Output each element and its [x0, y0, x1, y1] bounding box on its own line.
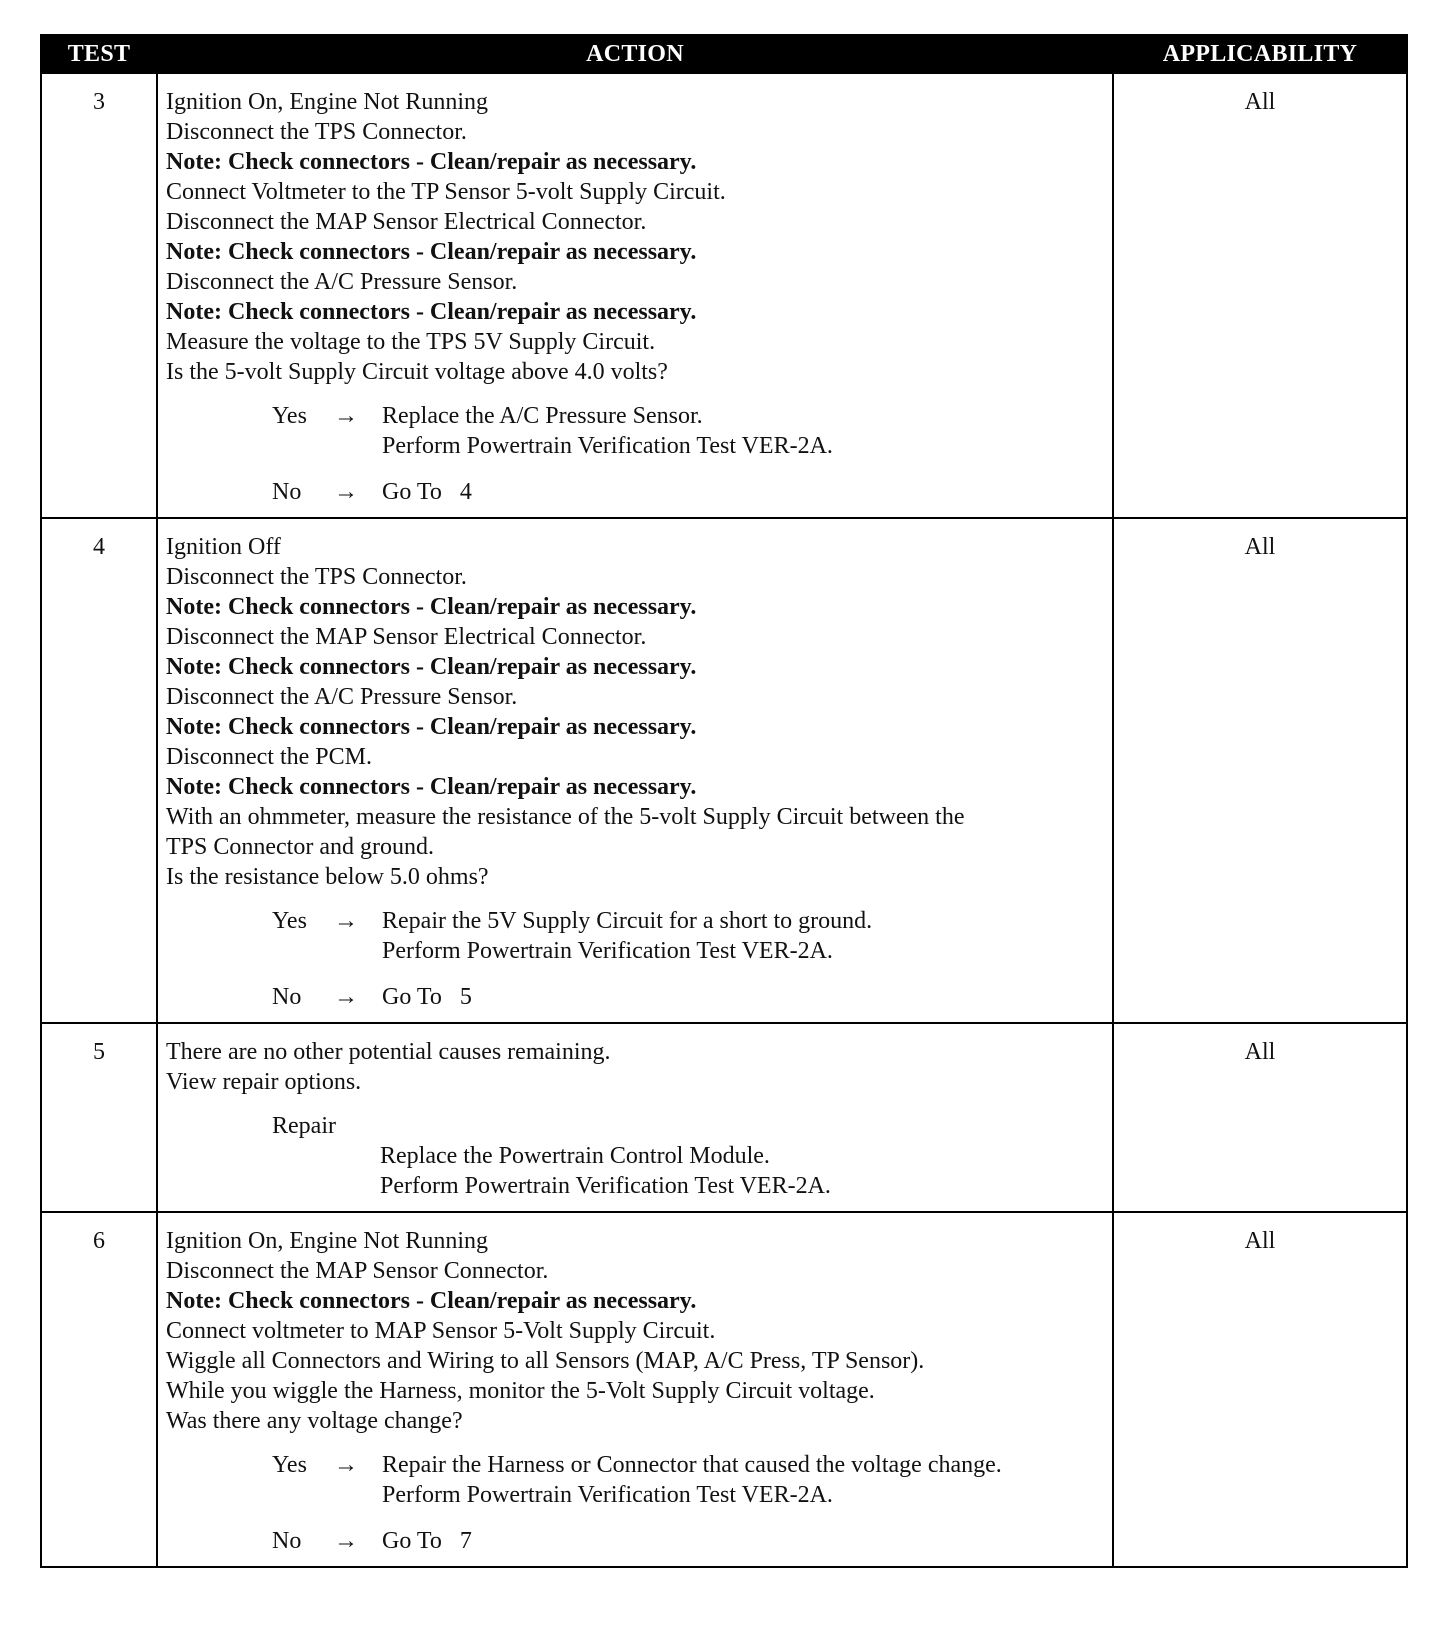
action-cell	[157, 73, 1113, 518]
note-line: Note: Check connectors - Clean/repair as necessary.	[166, 594, 697, 620]
repair-line: Perform Powertrain Verification Test VER-2A.	[380, 1173, 831, 1199]
repair-options	[272, 1111, 1112, 1201]
test-number: 4	[41, 518, 157, 1023]
applicability-cell: All	[1113, 73, 1407, 518]
answer-branches	[166, 1450, 1112, 1556]
goto-link[interactable]: Go To 4	[382, 479, 472, 505]
action-cell	[157, 518, 1113, 1023]
question-line: Is the resistance below 5.0 ohms?	[166, 864, 489, 890]
step-line: Connect voltmeter to MAP Sensor 5-Volt Supply Circuit.	[166, 1318, 716, 1344]
yes-label: Yes	[272, 1452, 307, 1478]
step-line: Disconnect the MAP Sensor Connector.	[166, 1258, 549, 1284]
note-line: Note: Check connectors - Clean/repair as necessary.	[166, 149, 697, 175]
header-action: ACTION	[157, 35, 1113, 73]
step-line: View repair options.	[166, 1069, 362, 1095]
table-row	[41, 73, 1407, 518]
applicability-cell: All	[1113, 1212, 1407, 1567]
no-label: No	[272, 479, 302, 505]
table-row	[41, 1023, 1407, 1212]
no-branch	[272, 477, 1112, 507]
question-line: Was there any voltage change?	[166, 1408, 463, 1434]
yes-branch	[272, 1450, 1112, 1510]
yes-action-line: Perform Powertrain Verification Test VER-2A.	[382, 433, 833, 459]
yes-action-line: Perform Powertrain Verification Test VER-2A.	[382, 938, 833, 964]
applicability-cell: All	[1113, 518, 1407, 1023]
step-line: There are no other potential causes remaining.	[166, 1039, 611, 1065]
right-arrow-icon: →	[334, 1452, 358, 1478]
yes-label: Yes	[272, 908, 307, 934]
table-header-row	[41, 35, 1407, 73]
step-line: Ignition Off	[166, 534, 281, 560]
no-branch	[272, 982, 1112, 1012]
no-branch	[272, 1526, 1112, 1556]
step-line: Disconnect the PCM.	[166, 744, 372, 770]
step-line: Disconnect the A/C Pressure Sensor.	[166, 684, 518, 710]
yes-branch	[272, 906, 1112, 966]
question-line: Is the 5-volt Supply Circuit voltage above 4.0 volts?	[166, 359, 668, 385]
yes-label: Yes	[272, 403, 307, 429]
step-line: Ignition On, Engine Not Running	[166, 89, 488, 115]
note-line: Note: Check connectors - Clean/repair as necessary.	[166, 1288, 697, 1314]
yes-action-line: Replace the A/C Pressure Sensor.	[382, 403, 703, 429]
step-line: Disconnect the A/C Pressure Sensor.	[166, 269, 518, 295]
test-number: 6	[41, 1212, 157, 1567]
action-cell	[157, 1212, 1113, 1567]
step-line: Disconnect the TPS Connector.	[166, 119, 467, 145]
step-line: Disconnect the MAP Sensor Electrical Connector.	[166, 624, 647, 650]
yes-action-line: Perform Powertrain Verification Test VER-2A.	[382, 1482, 833, 1508]
step-line: Connect Voltmeter to the TP Sensor 5-volt Supply Circuit.	[166, 179, 726, 205]
applicability-cell: All	[1113, 1023, 1407, 1212]
repair-line: Replace the Powertrain Control Module.	[380, 1143, 770, 1169]
yes-action-line: Repair the Harness or Connector that caused the voltage change.	[382, 1452, 1002, 1478]
diagnostic-test-table	[40, 34, 1408, 1568]
step-line: Disconnect the MAP Sensor Electrical Connector.	[166, 209, 647, 235]
step-line: Measure the voltage to the TPS 5V Supply Circuit.	[166, 329, 656, 355]
step-line: While you wiggle the Harness, monitor the 5-Volt Supply Circuit voltage.	[166, 1378, 875, 1404]
step-line: TPS Connector and ground.	[166, 834, 434, 860]
note-line: Note: Check connectors - Clean/repair as necessary.	[166, 714, 697, 740]
table-row	[41, 518, 1407, 1023]
right-arrow-icon: →	[334, 1528, 358, 1554]
answer-branches	[166, 401, 1112, 507]
note-line: Note: Check connectors - Clean/repair as necessary.	[166, 299, 697, 325]
right-arrow-icon: →	[334, 403, 358, 429]
no-label: No	[272, 1528, 302, 1554]
test-number: 3	[41, 73, 157, 518]
note-line: Note: Check connectors - Clean/repair as necessary.	[166, 774, 697, 800]
header-applicability: APPLICABILITY	[1113, 35, 1407, 73]
table-row	[41, 1212, 1407, 1567]
goto-link[interactable]: Go To 7	[382, 1528, 472, 1554]
yes-action-line: Repair the 5V Supply Circuit for a short to ground.	[382, 908, 873, 934]
step-line: With an ohmmeter, measure the resistance of the 5-volt Supply Circuit between the	[166, 804, 965, 830]
answer-branches	[166, 906, 1112, 1012]
repair-label: Repair	[272, 1113, 336, 1139]
test-number: 5	[41, 1023, 157, 1212]
note-line: Note: Check connectors - Clean/repair as necessary.	[166, 654, 697, 680]
yes-branch	[272, 401, 1112, 461]
right-arrow-icon: →	[334, 479, 358, 505]
goto-link[interactable]: Go To 5	[382, 984, 472, 1010]
header-test: TEST	[41, 35, 157, 73]
step-line: Wiggle all Connectors and Wiring to all Sensors (MAP, A/C Press, TP Sensor).	[166, 1348, 925, 1374]
step-line: Ignition On, Engine Not Running	[166, 1228, 488, 1254]
right-arrow-icon: →	[334, 984, 358, 1010]
action-cell	[157, 1023, 1113, 1212]
no-label: No	[272, 984, 302, 1010]
note-line: Note: Check connectors - Clean/repair as necessary.	[166, 239, 697, 265]
step-line: Disconnect the TPS Connector.	[166, 564, 467, 590]
right-arrow-icon: →	[334, 908, 358, 934]
